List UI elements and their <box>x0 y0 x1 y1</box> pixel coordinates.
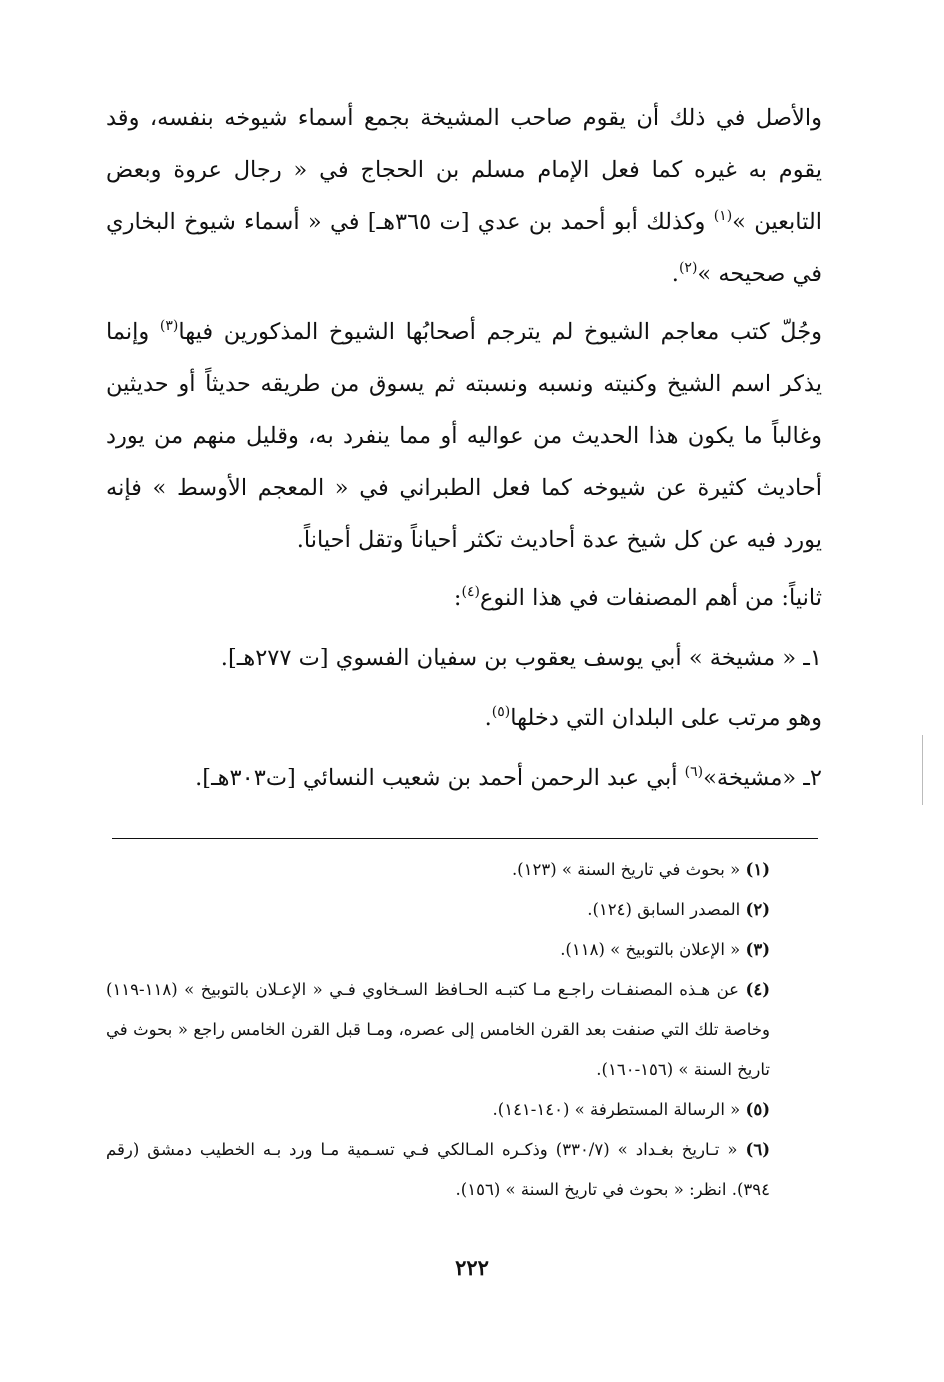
footnote-ref: (٦) <box>684 764 704 780</box>
footnote-number: (٤) <box>745 980 771 999</box>
footnote-number: (٣) <box>745 940 770 959</box>
footnote-1 <box>106 850 822 890</box>
footnotes <box>106 850 822 1210</box>
footnote-6 <box>106 1130 822 1210</box>
footnote-divider <box>112 838 818 839</box>
text-run: . <box>671 261 679 287</box>
text-run: أبي عبد الرحمن أحمد بن شعيب النسائي [ت٣٠٣هـ]. <box>195 765 685 791</box>
footnote-ref: (١) <box>713 208 733 224</box>
list-item-2 <box>106 752 822 804</box>
footnote-number: (١) <box>745 860 770 879</box>
paragraph-2 <box>106 306 822 566</box>
text-run: والأصل في ذلك أن يقوم صاحب المشيخة بجمع أسماء شيوخه بنفسه، وقد يقوم به غيره كما فعل الإمام مسلم بن الحجاج في « رجال عروة وبعض التابعين » <box>106 105 822 235</box>
main-text <box>106 92 822 812</box>
text-run: ثانياً: من أهم المصنفات في هذا النوع <box>479 585 822 611</box>
text-run: : <box>453 585 462 611</box>
scan-edge-mark <box>922 735 923 805</box>
footnote-2 <box>106 890 822 930</box>
text-run: وإنما يذكر اسم الشيخ وكنيته ونسبه ونسبته ثم يسوق من طريقه حديثاً أو حديثين وغالباً ما يكون هذا الحديث من عواليه أو مما ينفرد به، وقليل منهم من يورد أحاديث كثيرة عن شيوخه كما فعل الطبراني في « المعجم الأوسط » فإنه يورد فيه عن كل شيخ عدة أحاديث تكثر أحياناً وتقل أحياناً. <box>106 319 822 553</box>
list-item-1 <box>106 632 822 684</box>
footnote-3 <box>106 930 822 970</box>
text-run: ١ـ « مشيخة » أبي يوسف يعقوب بن سفيان الفسوي [ت ٢٧٧هـ]. <box>220 645 822 671</box>
footnote-text: المصدر السابق (١٢٤). <box>587 900 741 919</box>
footnote-number: (٢) <box>745 900 770 919</box>
list-item-1-note <box>106 692 822 744</box>
footnote-ref: (٥) <box>491 704 511 720</box>
footnote-number: (٥) <box>745 1100 770 1119</box>
text-run: وكذلك أبو أحمد بن عدي [ت ٣٦٥هـ] في « أسماء شيوخ البخاري في صحيحه » <box>106 209 822 287</box>
text-run: . <box>484 705 492 731</box>
section-heading <box>106 572 822 624</box>
footnote-text: عن هـذه المصنفـات راجـع مـا كتبـه الحـافظ السـخاوي فـي « الإعـلان بالتوبيخ » (١١٨-١١٩) وخاصة تلك التي صنفت بعد القرن الخامس إلى عصره، ومـا قبل القرن الخامس راجع « بحوث في تاريخ السنة » (١٥٦-١٦٠). <box>106 980 770 1079</box>
text-run: وهو مرتب على البلدان التي دخلها <box>510 705 822 731</box>
footnote-text: « بحوث في تاريخ السنة » (١٢٣). <box>511 860 741 879</box>
footnote-ref: (٣) <box>159 318 179 334</box>
footnote-ref: (٤) <box>461 584 480 600</box>
text-run: ٢ـ «مشيخة» <box>703 765 822 791</box>
footnote-number: (٦) <box>745 1140 770 1159</box>
page-number: ٢٢٢ <box>455 1255 489 1280</box>
footnote-text: « تـاريخ بغـداد » (٣٣٠/٧) وذكـره المـالكي فـي تسـمية مـا ورد بـه الخطيب دمشق (رقم ٣٩٤). انظر: « بحوث في تاريخ السنة » (١٥٦). <box>106 1140 770 1199</box>
footnote-text: « الرسالة المستطرفة » (١٤٠-١٤١). <box>492 1100 741 1119</box>
footnote-text: « الإعلان بالتوبيخ » (١١٨). <box>560 940 741 959</box>
text-run: وجُلّ كتب معاجم الشيوخ لم يترجم أصحابُها الشيوخ المذكورين فيها <box>178 319 822 345</box>
footnote-5 <box>106 1090 822 1130</box>
footnote-4 <box>106 970 822 1090</box>
paragraph-1 <box>106 92 822 300</box>
footnote-ref: (٢) <box>678 260 698 276</box>
